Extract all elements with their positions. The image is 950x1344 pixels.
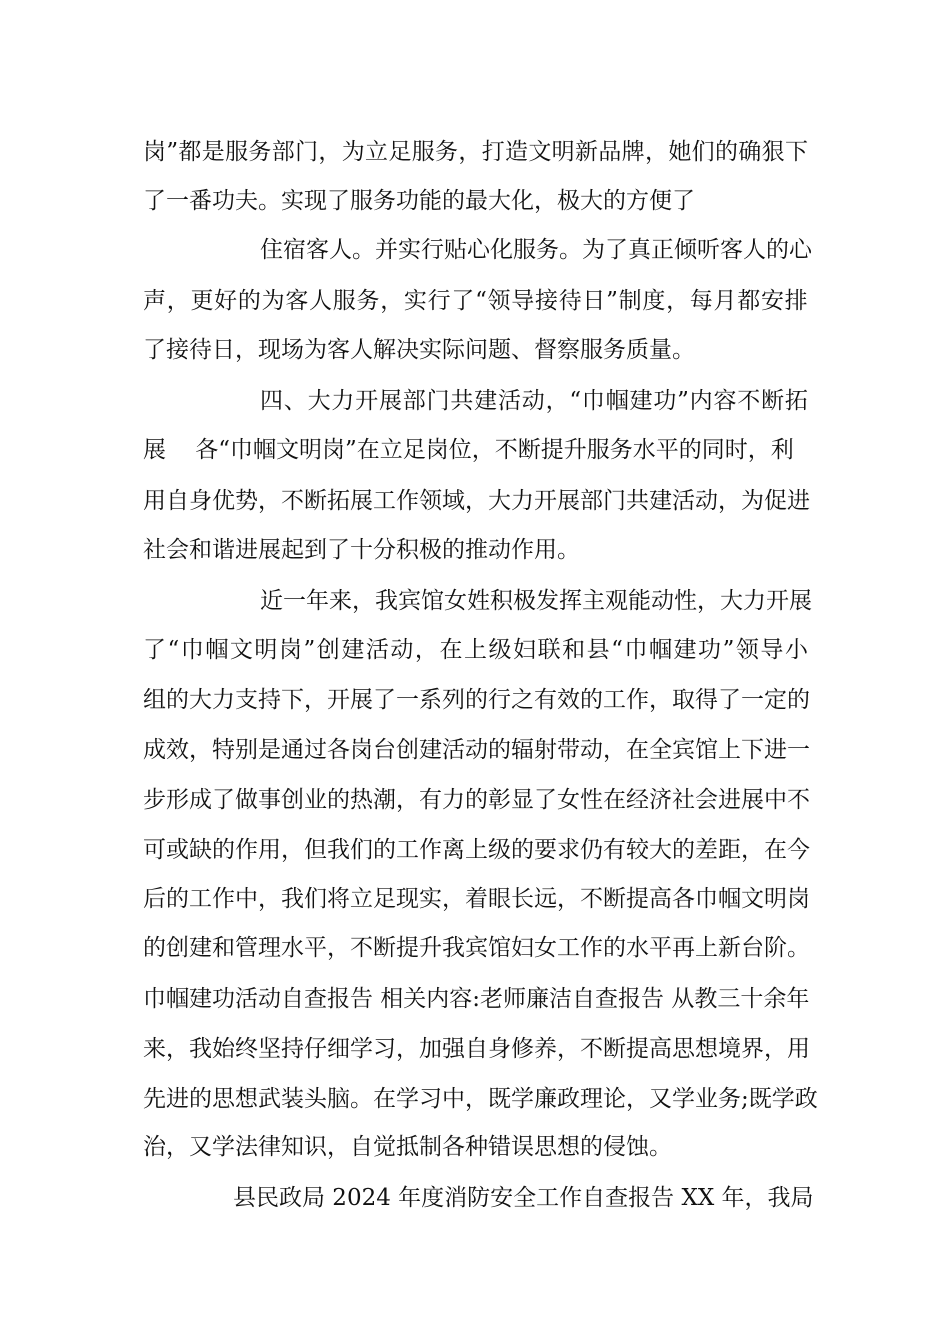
text-line: 来 ， 我 始 终 坚 持 仔 细 学 习 ， 加 强 自 身 修 养 ， 不 断 提 高 思 想 境 界 ， 用 — [143, 1036, 810, 1062]
text-line: 县民政局 2024 年度消防安全工作自查报告 XX 年，我局 — [233, 1185, 814, 1211]
text-line: 展 各“巾帼文明岗”在立足岗位，不断提升服务水平的同时，利 — [143, 437, 794, 463]
text-line: 社会和谐进展起到了十分积极的推动作用。 — [143, 537, 580, 563]
text-line: 岗 ” 都 是 服 务 部 门 ， 为 立 足 服 务 ， 打 造 文 明 新 品 牌 ， 她 们 的 确 狠 下 — [143, 139, 808, 165]
text-line: 的创建和管理水平，不断提升我宾馆妇女工作的水平再上新台阶。 — [143, 935, 810, 961]
text-line: 治，又学法律知识，自觉抵制各种错误思想的侵蚀。 — [143, 1134, 672, 1160]
text-line: 后 的 工 作 中 ， 我 们 将 立 足 现 实 ， 着 眼 长 远 ， 不 断 提 高 各 巾 帼 文 明 岗 — [143, 886, 810, 912]
text-line: 四 、 大 力 开 展 部 门 共 建 活 动 ， “ 巾 帼 建 功 ” 内 容 不 断 拓 — [260, 388, 808, 414]
text-line: 先进的思想武装头脑。在学习中，既学廉政理论，又学业务;既学政 — [143, 1086, 818, 1112]
text-line: 了接待日，现场为客人解决实际问题、督察服务质量。 — [143, 337, 695, 363]
text-line: 了 “ 巾 帼 文 明 岗 ” 创 建 活 动 ， 在 上 级 妇 联 和 县 “ 巾 帼 建 功 ” 领 导 小 — [143, 637, 808, 663]
text-line: 成 效 ， 特 别 是 通 过 各 岗 台 创 建 活 动 的 辐 射 带 动 ， 在 全 宾 馆 上 下 进 一 — [143, 737, 810, 763]
text-line: 近 一 年 来 ， 我 宾 馆 女 姓 积 极 发 挥 主 观 能 动 性 ， 大 力 开 展 — [260, 588, 812, 614]
text-line: 步 形 成 了 做 事 创 业 的 热 潮 ， 有 力 的 彰 显 了 女 性 在 经 济 社 会 进 展 中 不 — [143, 787, 810, 813]
text-line: 用 自 身 优 势 ， 不 断 拓 展 工 作 领 域 ， 大 力 开 展 部 门 共 建 活 动 ， 为 促 进 — [143, 488, 810, 514]
text-line: 巾帼建功活动自查报告 相关内容:老师廉洁自查报告 从教三十余年 — [143, 986, 810, 1012]
text-line: 可 或 缺 的 作 用 ， 但 我 们 的 工 作 离 上 级 的 要 求 仍 有 较 大 的 差 距 ， 在 今 — [143, 837, 810, 863]
text-line: 组 的 大 力 支 持 下 ， 开 展 了 一 系 列 的 行 之 有 效 的 工 作 ， 取 得 了 一 定 的 — [143, 687, 810, 713]
text-line: 住 宿 客 人 。 并 实 行 贴 心 化 服 务 。 为 了 真 正 倾 听 客 人 的 心 — [260, 237, 812, 263]
text-line: 了一番功夫。实现了服务功能的最大化，极大的方便了 — [143, 188, 695, 214]
text-line: 声 ， 更 好 的 为 客 人 服 务 ， 实 行 了 “ 领 导 接 待 日 ” 制 度 ， 每 月 都 安 排 — [143, 288, 808, 314]
